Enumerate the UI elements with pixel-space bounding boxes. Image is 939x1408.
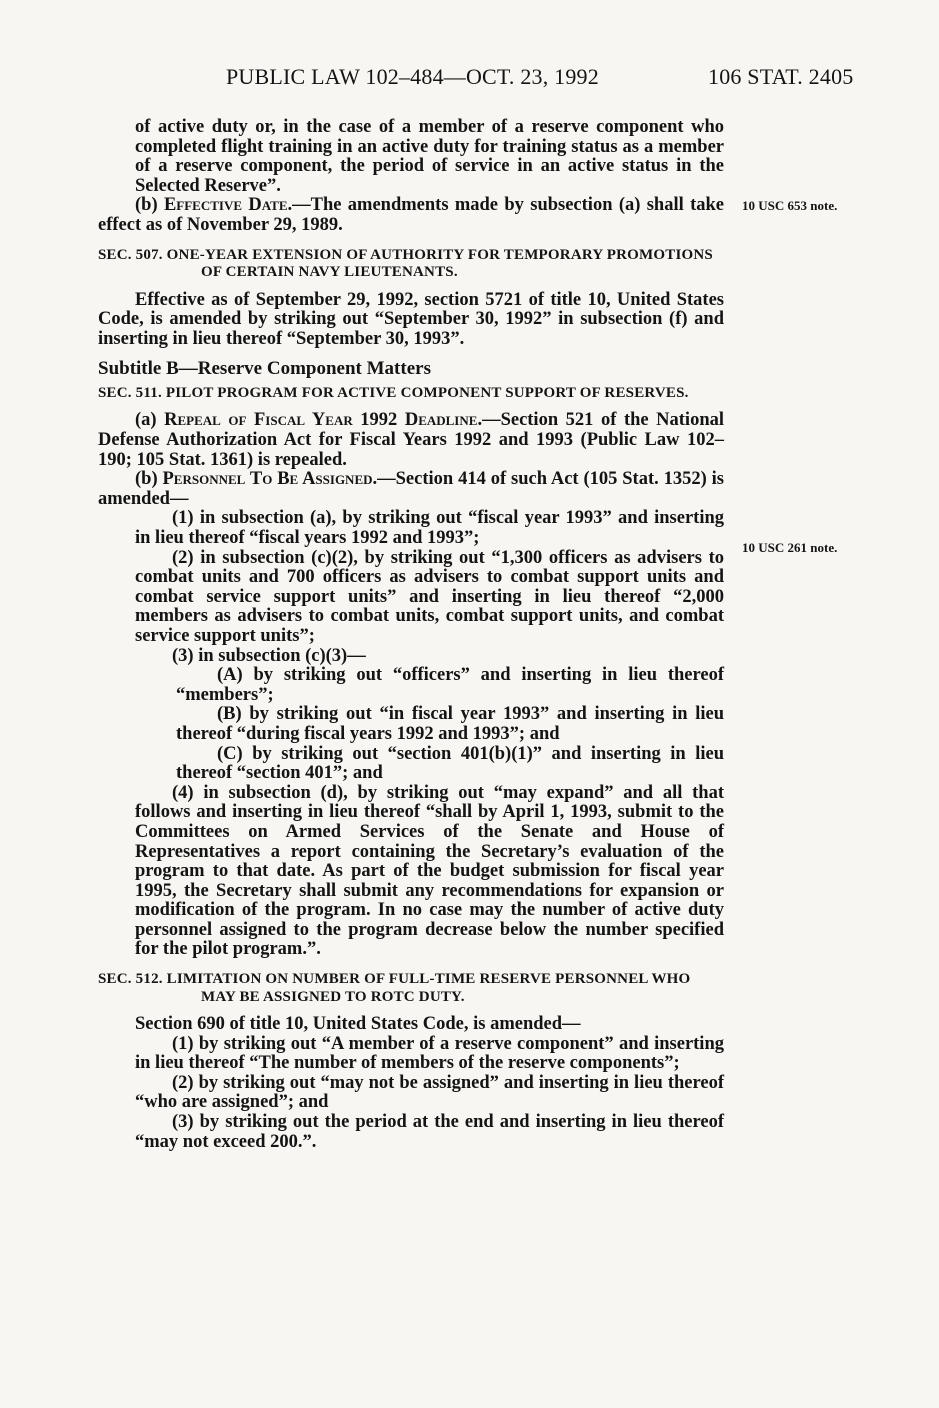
subtitle-b-heading: Subtitle B—Reserve Component Matters (98, 358, 431, 380)
margin-note-usc-653: 10 USC 653 note. (742, 198, 838, 213)
paragraph-text: .—The amendments made by subsection (a) shall take effect as of November 29, 1989. (98, 195, 724, 235)
paragraph-label: (b) (135, 195, 164, 216)
list-item-3-a: (A) by striking out “officers” and inserting in lieu thereof “members”; (176, 665, 724, 705)
paragraph-text: .—Section 521 of the National Defense Authorization Act for Fiscal Years 1992 and 1993 (Public Law 102–190; 105 Stat. 1361) is repealed. (98, 410, 724, 470)
paragraph-caption: Repeal of Fiscal Year 1992 Deadline (164, 410, 478, 431)
section-512-item-2: (2) by striking out “may not be assigned” and inserting in lieu thereof “who are assigned”; and (135, 1072, 724, 1113)
page-body (98, 118, 724, 1152)
paragraph-text: .—Section 414 of such Act (105 Stat. 1352) is amended— (98, 469, 724, 509)
section-512-body: Section 690 of title 10, United States Code, is amended— (135, 1014, 581, 1035)
paragraph-caption: Personnel To Be Assigned (162, 469, 373, 490)
section-507-heading: SEC. 507. ONE-YEAR EXTENSION OF AUTHORITY FOR TEMPORARY PROMOTIONS OF CERTAIN NAVY LIEUTENANTS. (98, 246, 713, 281)
paragraph-label: (b) (135, 469, 163, 490)
statute-page-number: 106 STAT. 2405 (708, 64, 854, 89)
list-item-4: (4) in subsection (d), by striking out “may expand” and all that follows and inserting in lieu thereof “shall by April 1, 1993, submit to the Committees on Armed Services of the Senate and House of Representatives a report containing the Secretary’s evaluation of the program to that date. As part of the budget submission for fiscal year 1995, the Secretary shall submit any recommendations for expansion or modification of the program. In no case may the number of active duty personnel assigned to the program decrease below the number specified for the pilot program.”. (135, 782, 724, 960)
section-512-item-1: (1) by striking out “A member of a reserve component” and inserting in lieu thereof “The number of members of the reserve components”; (135, 1033, 724, 1074)
continued-paragraph: of active duty or, in the case of a member of a reserve component who completed flight training in an active duty for training status as a member of a reserve component, the period of service in an active status in the Selected Reserve”. (135, 117, 724, 196)
list-item-3-c: (C) by striking out “section 401(b)(1)” and inserting in lieu thereof “section 401”; and (176, 743, 724, 784)
margin-note-usc-261: 10 USC 261 note. (742, 540, 838, 555)
section-511-b (98, 470, 724, 509)
section-512-item-3: (3) by striking out the period at the end and inserting in lieu thereof “may not exceed 200.”. (135, 1112, 724, 1152)
list-item-2: (2) in subsection (c)(2), by striking out “1,300 officers as advisers to combat units and 700 officers as advisers to combat support units and combat service support units” and inserting in lieu thereof “2,000 members as advisers to combat units, combat support units, and combat service support units”; (135, 547, 724, 646)
section-507-body: Effective as of September 29, 1992, section 5721 of title 10, United States Code, is amended by striking out “September 30, 1992” in subsection (f) and inserting in lieu thereof “September 30, 1993”. (98, 289, 724, 349)
running-head: PUBLIC LAW 102–484—OCT. 23, 1992 (226, 64, 599, 89)
list-item-3-b: (B) by striking out “in fiscal year 1993” and inserting in lieu thereof “during fiscal years 1992 and 1993”; and (176, 704, 724, 744)
section-512-heading: SEC. 512. LIMITATION ON NUMBER OF FULL-TIME RESERVE PERSONNEL WHO MAY BE ASSIGNED TO ROTC DUTY. (98, 971, 691, 1005)
list-item-1: (1) in subsection (a), by striking out “fiscal year 1993” and inserting in lieu thereof “fiscal years 1992 and 1993”; (135, 508, 724, 548)
paragraph-b-effective-date (98, 196, 724, 235)
list-item-3: (3) in subsection (c)(3)— (172, 645, 366, 666)
section-511-heading: SEC. 511. PILOT PROGRAM FOR ACTIVE COMPONENT SUPPORT OF RESERVES. (98, 384, 689, 401)
paragraph-label: (a) (135, 410, 165, 431)
section-511-a (98, 411, 724, 470)
paragraph-caption: Effective Date (163, 195, 288, 216)
page-header (0, 64, 939, 96)
